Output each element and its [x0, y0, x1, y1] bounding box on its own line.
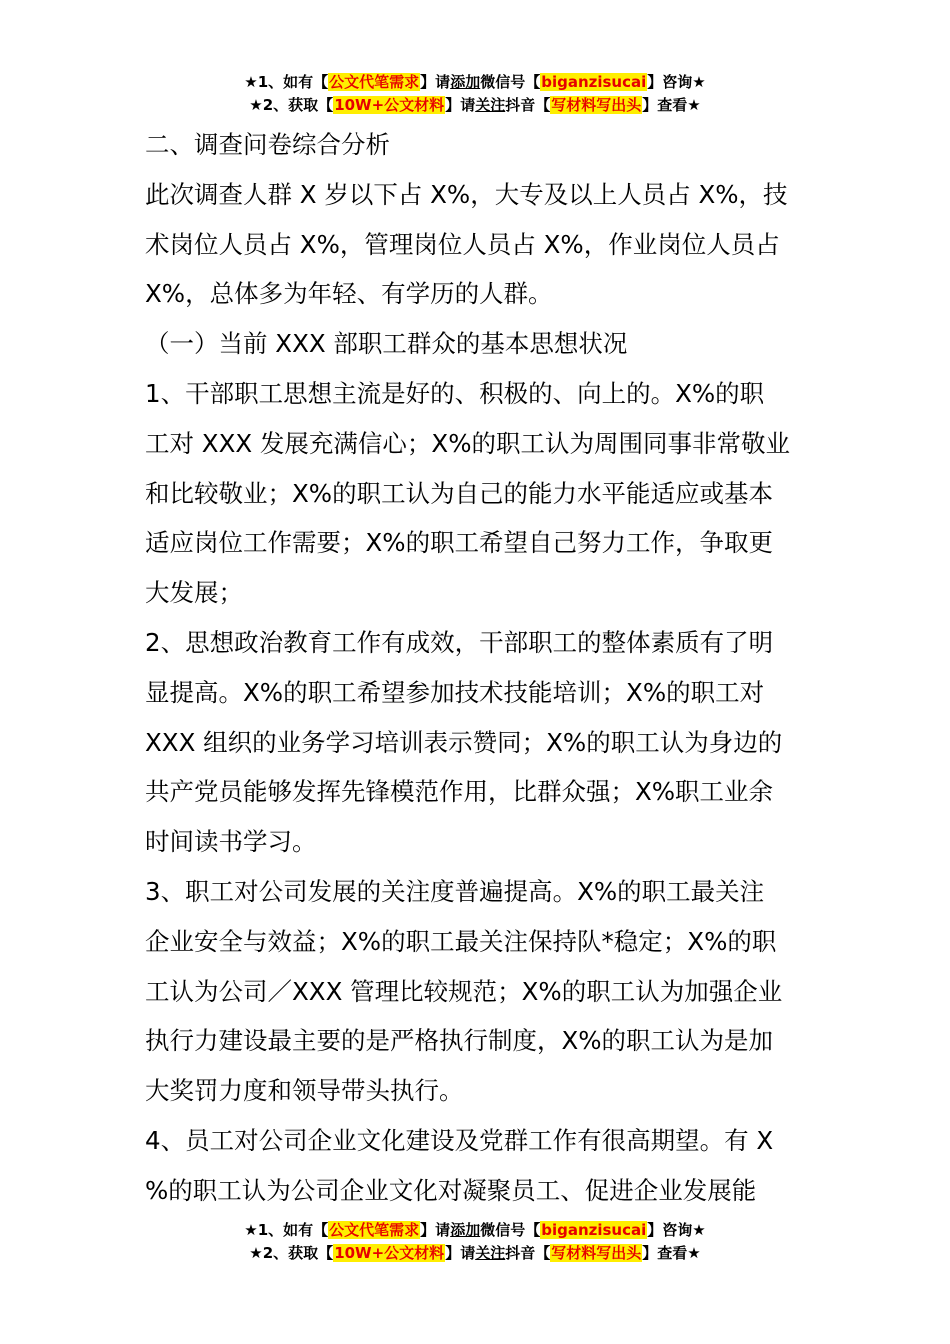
highlight-writing-service: 公文代笔需求: [329, 1221, 420, 1239]
text-line: 适应岗位工作需要；X%的职工希望自己努力工作，争取更: [145, 528, 774, 558]
text-line: 此次调查人群 X 岁以下占 X%，大专及以上人员占 X%，技: [145, 179, 788, 209]
text-line: 4、员工对公司企业文化建设及党群工作有很高期望。有 X: [145, 1125, 774, 1155]
text-line: 工对 XXX 发展充满信心；X%的职工认为周围同事非常敬业: [145, 428, 790, 458]
text-line: 显提高。X%的职工希望参加技术技能培训；X%的职工对: [145, 677, 765, 707]
text-line: 3、职工对公司发展的关注度普遍提高。X%的职工最关注: [145, 876, 765, 906]
text-line: 大发展；: [145, 578, 243, 608]
banner-line-2: ★2、获取【10W+公文材料】请关注抖音【写材料写出头】查看★: [249, 1244, 701, 1262]
text-line: 执行力建设最主要的是严格执行制度，X%的职工认为是加: [145, 1026, 774, 1056]
top-banner: [0, 71, 950, 117]
highlight-douyin-account: 写材料写出头: [551, 96, 642, 114]
highlight-writing-service: 公文代笔需求: [329, 73, 420, 91]
subsection-heading: （一）当前 XXX 部职工群众的基本思想状况: [145, 329, 628, 359]
highlight-wechat-id: biganzisucai: [541, 1221, 647, 1239]
text-line: 和比较敬业；X%的职工认为自己的能力水平能适应或基本: [145, 478, 774, 508]
banner-line-1: ★1、如有【公文代笔需求】请添加微信号【biganzisucai】咨询★: [244, 73, 706, 91]
bottom-banner: [0, 1219, 950, 1265]
text-line: X%，总体多为年轻、有学历的人群。: [145, 279, 553, 309]
text-line: 2、思想政治教育工作有成效，干部职工的整体素质有了明: [145, 627, 774, 657]
document-body: [145, 120, 810, 1216]
text-line: %的职工认为公司企业文化对凝聚员工、促进企业发展能: [145, 1175, 757, 1205]
banner-line-1: ★1、如有【公文代笔需求】请添加微信号【biganzisucai】咨询★: [244, 1221, 706, 1239]
text-line: 术岗位人员占 X%，管理岗位人员占 X%，作业岗位人员占: [145, 229, 780, 259]
section-heading: 二、调查问卷综合分析: [145, 130, 390, 159]
text-line: 1、干部职工思想主流是好的、积极的、向上的。X%的职: [145, 378, 765, 408]
text-line: 企业安全与效益；X%的职工最关注保持队*稳定；X%的职: [145, 926, 777, 956]
highlight-wechat-id: biganzisucai: [541, 73, 647, 91]
banner-line-2: ★2、获取【10W+公文材料】请关注抖音【写材料写出头】查看★: [249, 96, 701, 114]
highlight-douyin-account: 写材料写出头: [551, 1244, 642, 1262]
text-line: 大奖罚力度和领导带头执行。: [145, 1076, 464, 1106]
highlight-materials: 10W+公文材料: [334, 96, 445, 114]
text-line: 时间读书学习。: [145, 827, 317, 857]
text-line: 共产党员能够发挥先锋模范作用，比群众强；X%职工业余: [145, 777, 774, 807]
text-line: XXX 组织的业务学习培训表示赞同；X%的职工认为身边的: [145, 727, 783, 757]
text-line: 工认为公司／XXX 管理比较规范；X%的职工认为加强企业: [145, 976, 783, 1006]
highlight-materials: 10W+公文材料: [334, 1244, 445, 1262]
